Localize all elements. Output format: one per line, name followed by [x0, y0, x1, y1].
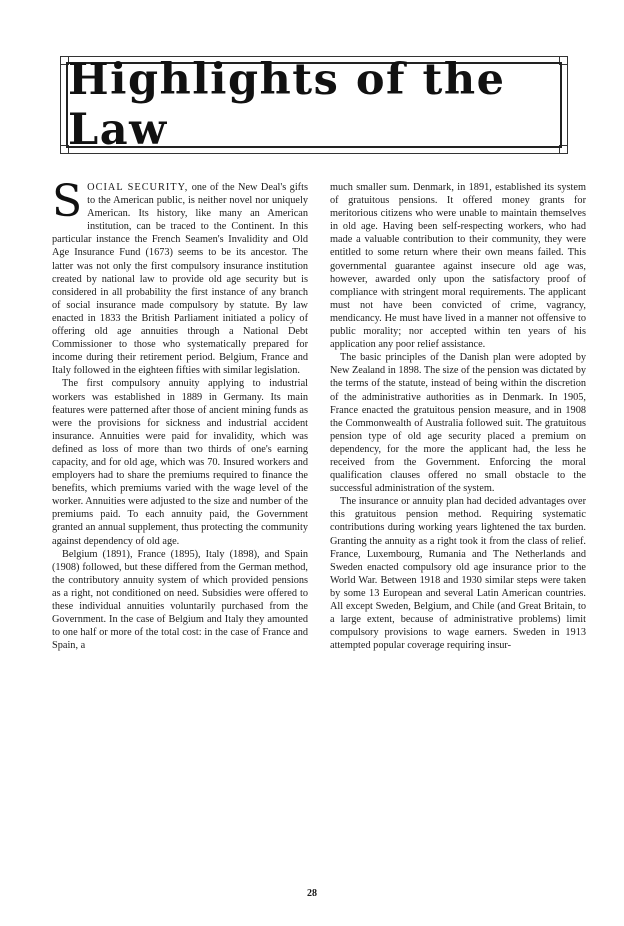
paragraph: [52, 176, 308, 377]
page-title: Highlights of the Law: [68, 55, 506, 155]
paragraph: The first compulsory annuity applying to industrial workers was established in 1889 in Germany. Its main features were patterned after those of ancient mining funds as were the provisions for sickness and industrial accident insurance. Annuities were paid for invalidity, which was defined as loss of more than two thirds of one's earning capacity, and for old age, which was 70. Insured workers and employers had to share the premiums required to finance the benefits, which premiums varied with the wage level of the worker. Annuities were adjusted to the size and number of the premiums paid. To each annuity paid, the Government granted an annual supplement, thus protecting the community against dependency of old age.: [52, 378, 308, 547]
paragraph: The basic principles of the Danish plan were adopted by New Zealand in 1898. The size of the pension was dictated by the terms of the statute, instead of being within the discretion of the administrative authorities as in Denmark. In 1905, France enacted the gratuitous pension measure, and in 1908 the Commonwealth of Australia followed suit. The gratuitous pension type of old age security placed a premium on dependency, for the more the applicant had, the less he received from the Government. Enforcing the moral qualification clauses offered no small obstacle to the successful administration of the system.: [330, 352, 587, 495]
paragraph-text: one of the New Deal's gifts to the American public, is neither novel nor uniquely American. Its history, like many an American institution, can be traced to the Continent. In this particular instance the French Seamen's Invalidity and Old Age Insurance Fund (1673) seems to be its ancestor. The latter was not only the first compulsory insurance institution created by national law to provide old age security but is considered in all probability the first instance of any branch of social insurance made compulsory by statute. By law enacted in 1833 the British Parliament initiated a policy of offering old age annuities through a National Debt Commissioner to those who systematically prepared for income during their retirement period. Belgium, France and Italy followed in the eighteen fifties with similar legislation.: [52, 182, 308, 377]
title-banner: [60, 56, 568, 154]
drop-cap: S: [52, 176, 83, 227]
paragraph: Belgium (1891), France (1895), Italy (1898), and Spain (1908) followed, but these differed from the German method, the contributory annuity system of which provided pensions as a right, not conditioned on need. Subsidies were offered to these individual annuities voluntarily purchased from the Government. In the case of Belgium and Italy they amounted to one half or more of the total cost: in the case of France and Spain, a: [52, 548, 308, 652]
banner-frame: [66, 55, 562, 155]
right-column: [330, 181, 586, 652]
page-number: 28: [307, 888, 317, 899]
paragraph: much smaller sum. Denmark, in 1891, established its system of gratuitous pensions. It offered money grants for meritorious citizens who were unable to maintain themselves in old age. Having been self-respecting workers, who had made a valuable contribution to their community, they were entitled to some return where their own means failed. This governmental guarantee against insecure old age was, however, awarded only upon the satisfactory proof of compliance with stringent moral requirements. The applicant must not have been convicted of crime, vagrancy, mendicancy. He must have lived in a manner not offensive to public morality; nor accepted within ten years of his application any poor relief assistance.: [330, 182, 586, 351]
lead-in-caps: OCIAL SECURITY,: [87, 182, 189, 193]
paragraph: The insurance or annuity plan had decided advantages over this gratuitous pension method. Requiring systematic contributions during working years lightened the tax burden. Granting the annuity as a right took it from the class of relief. France, Luxembourg, Rumania and The Netherlands and Sweden enacted compulsory old age insurance prior to the World War. Between 1918 and 1930 similar steps were taken by some 13 European and several Latin American countries. All except Sweden, Belgium, and Chile (and Great Britain, to a large extent, because of administrative problems) limit compulsory provisions to wage earners. Sweden in 1913 attempted popular coverage requiring insur-: [330, 496, 586, 652]
left-column: [52, 176, 308, 652]
